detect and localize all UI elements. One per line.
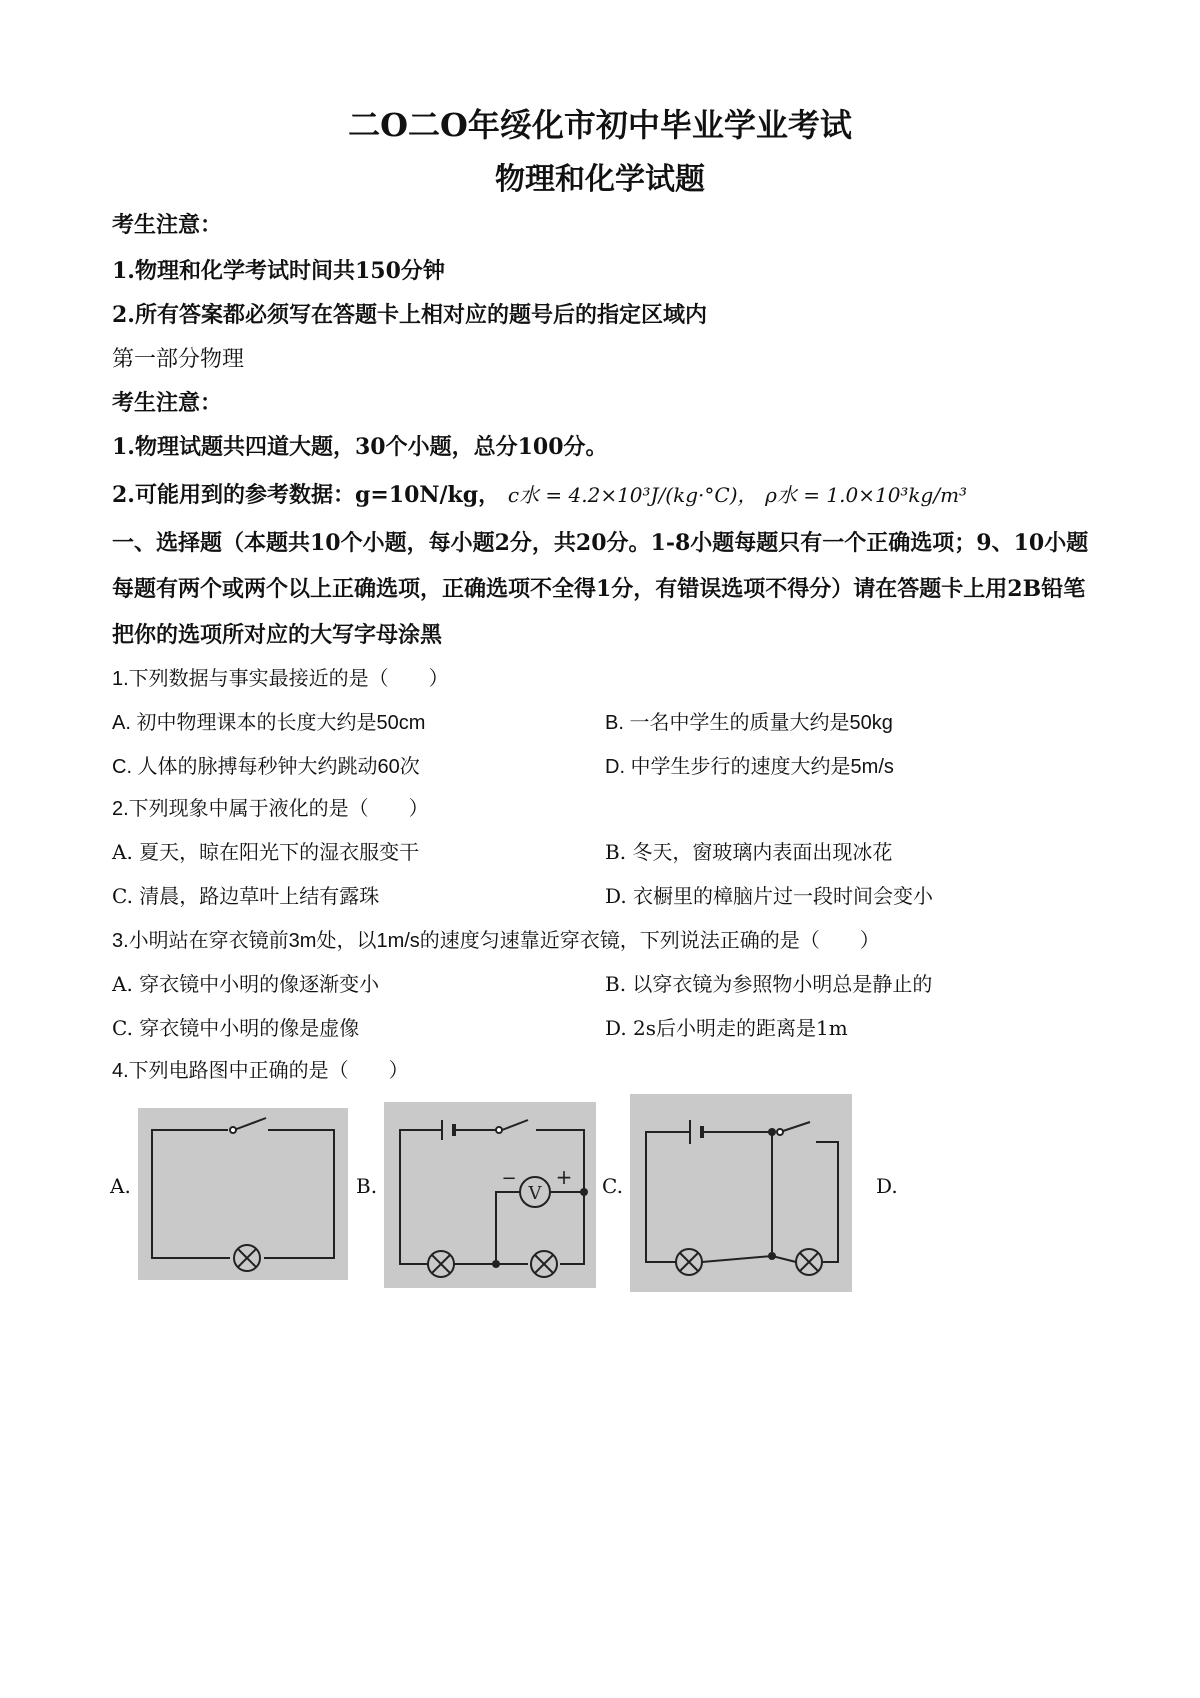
c-water-formula: c水 = 4.2×10³J/(kg·°C)， (507, 483, 758, 507)
voltmeter-plus-sign: + (555, 1165, 573, 1189)
rho-water-formula: ρ水 = 1.0×10³kg/m³ (765, 483, 968, 507)
g-value: g=10N/kg， (354, 482, 501, 508)
question-2-option-d[interactable]: D. 衣橱里的樟脑片过一段时间会变小 (605, 884, 934, 908)
circuit-diagram-b (384, 1102, 596, 1288)
question-1-stem: 1.下列数据与事实最接近的是（ ） (112, 668, 449, 690)
question-4-stem: 4.下列电路图中正确的是（ ） (112, 1060, 409, 1082)
question-4-option-c-label[interactable]: C. (602, 1174, 623, 1198)
voltmeter-label: V (528, 1183, 542, 1204)
question-2-option-a[interactable]: A. 夏天，晾在阳光下的湿衣服变干 (112, 840, 420, 864)
part-one-notice-heading: 考生注意： (112, 390, 223, 416)
question-1-option-b[interactable]: B. 一名中学生的质量大约是50kg (605, 712, 893, 734)
question-2-option-b[interactable]: B. 冬天，窗玻璃内表面出现冰花 (605, 840, 893, 864)
circuit-c-svg (630, 1094, 852, 1292)
reference-data-prefix: 2.可能用到的参考数据： (112, 482, 355, 508)
part-one-notice-item-1: 1.物理试题共四道大题，30个小题，总分100分。 (112, 434, 608, 460)
general-notice-item-2: 2.所有答案都必须写在答题卡上相对应的题号后的指定区域内 (112, 302, 707, 328)
part-one-title: 第一部分物理 (112, 347, 245, 372)
voltmeter-minus-sign: − (501, 1168, 517, 1189)
question-1-option-a[interactable]: A. 初中物理课本的长度大约是50cm (112, 712, 426, 734)
circuit-a-svg (138, 1108, 348, 1280)
question-3-option-c[interactable]: C. 穿衣镜中小明的像是虚像 (112, 1016, 360, 1040)
question-3-option-b[interactable]: B. 以穿衣镜为参照物小明总是静止的 (605, 972, 933, 996)
part-one-notice-item-2 (112, 478, 967, 509)
page-title: 二O二O年绥化市初中毕业学业考试 (348, 106, 852, 144)
circuit-diagram-a (138, 1108, 348, 1280)
question-4-option-a-label[interactable]: A. (110, 1174, 131, 1198)
question-2-option-c[interactable]: C. 清晨，路边草叶上结有露珠 (112, 884, 380, 908)
question-3-option-d[interactable]: D. 2s后小明走的距离是1m (605, 1016, 848, 1040)
general-notice-heading: 考生注意： (112, 212, 223, 238)
question-3-option-a[interactable]: A. 穿衣镜中小明的像逐渐变小 (112, 972, 380, 996)
question-4-option-d-label[interactable]: D. (876, 1174, 898, 1198)
general-notice-item-1: 1.物理和化学考试时间共150分钟 (112, 258, 445, 284)
question-2-stem: 2.下列现象中属于液化的是（ ） (112, 798, 429, 820)
circuit-b-svg (384, 1102, 596, 1288)
page-subtitle: 物理和化学试题 (495, 162, 705, 197)
circuit-diagram-c (630, 1094, 852, 1292)
question-4-option-b-label[interactable]: B. (356, 1174, 378, 1198)
question-1-option-c[interactable]: C. 人体的脉搏每秒钟大约跳动60次 (112, 756, 420, 778)
question-3-stem: 3.小明站在穿衣镜前3m处，以1m/s的速度匀速靠近穿衣镜，下列说法正确的是（ ） (112, 930, 880, 952)
section-one-heading: 一、选择题（本题共10个小题，每小题2分，共20分。1-8小题每题只有一个正确选项；9、10小题每题有两个或两个以上正确选项，正确选项不全得1分，有错误选项不得分）请在答题卡上用2B铅笔把你的选项所对应的大写字母涂黑 (112, 530, 1089, 648)
question-1-option-d[interactable]: D. 中学生步行的速度大约是5m/s (605, 756, 894, 778)
